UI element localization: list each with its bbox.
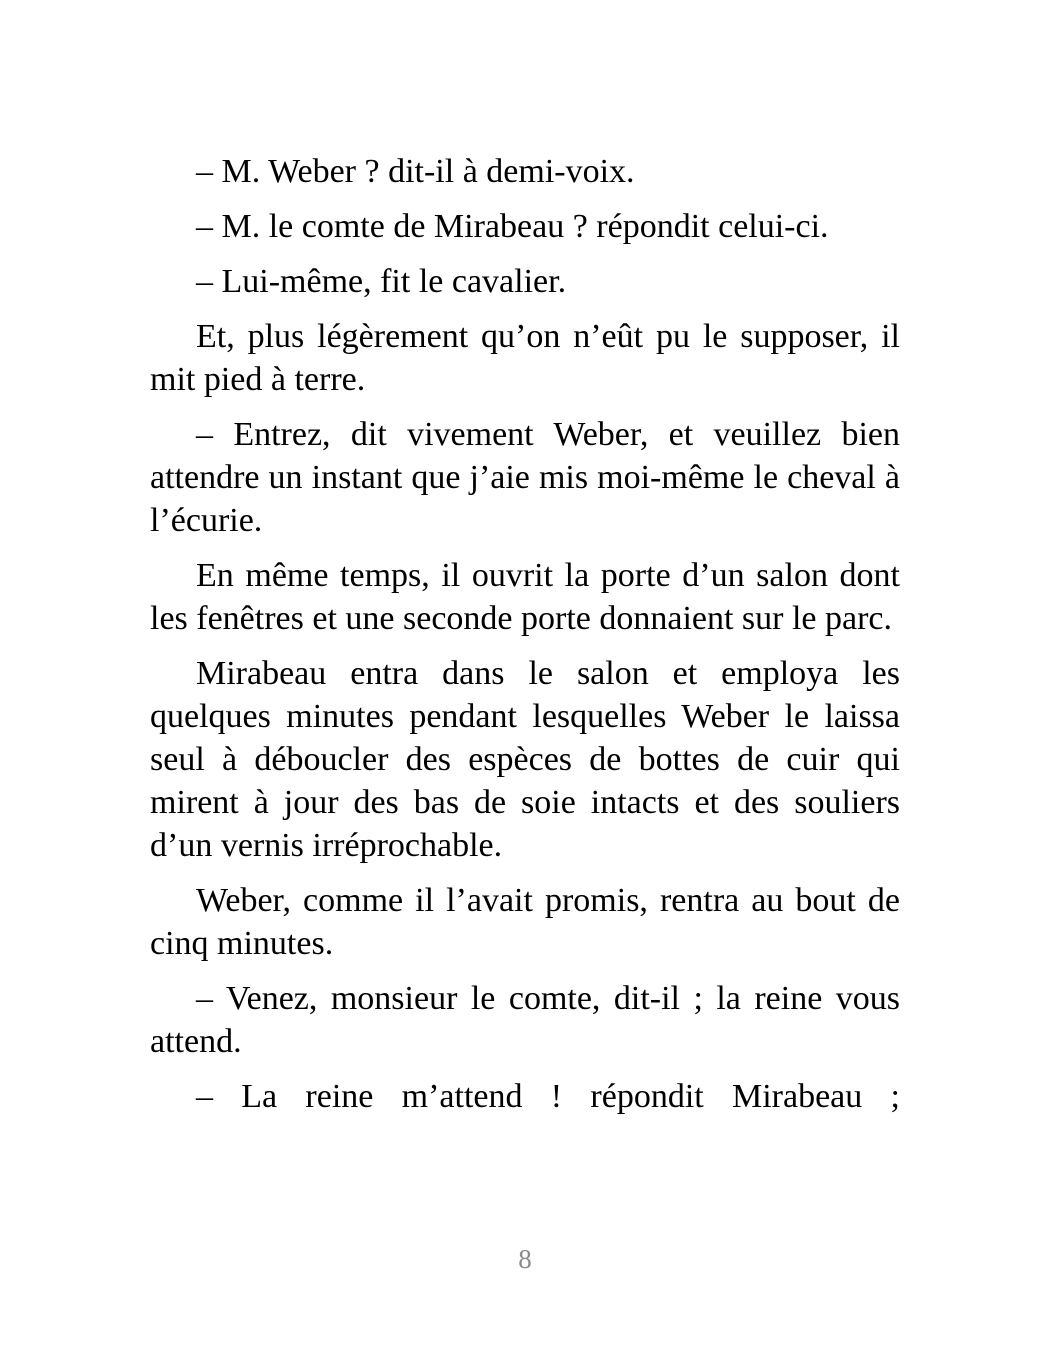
paragraph: – Venez, monsieur le comte, dit-il ; la reine vous attend. — [150, 980, 900, 1060]
paragraph: Et, plus légèrement qu’on n’eût pu le supposer, il mit pied à terre. — [150, 318, 900, 398]
paragraph: – Entrez, dit vivement Weber, et veuillez bien attendre un instant que j’aie mis moi-même le cheval à l’écurie. — [150, 416, 900, 539]
paragraph: – Lui-même, fit le cavalier. — [196, 263, 567, 300]
page-text — [150, 150, 900, 1130]
page-number: 8 — [518, 1244, 532, 1274]
paragraph: En même temps, il ouvrit la porte d’un salon dont les fenêtres et une seconde porte donnaient sur le parc. — [150, 557, 900, 637]
paragraph: Weber, comme il l’avait promis, rentra au bout de cinq minutes. — [150, 882, 900, 962]
paragraph: Mirabeau entra dans le salon et employa les quelques minutes pendant lesquelles Weber le laissa seul à déboucler des espèces de bottes de cuir qui mirent à jour des bas de soie intacts et des souliers d’un vernis irréprochable. — [150, 655, 900, 864]
paragraph: – M. Weber ? dit-il à demi-voix. — [196, 153, 635, 190]
paragraph: – La reine m’attend ! répondit Mirabeau ; — [196, 1078, 900, 1115]
paragraph: – M. le comte de Mirabeau ? répondit celui-ci. — [196, 208, 829, 245]
